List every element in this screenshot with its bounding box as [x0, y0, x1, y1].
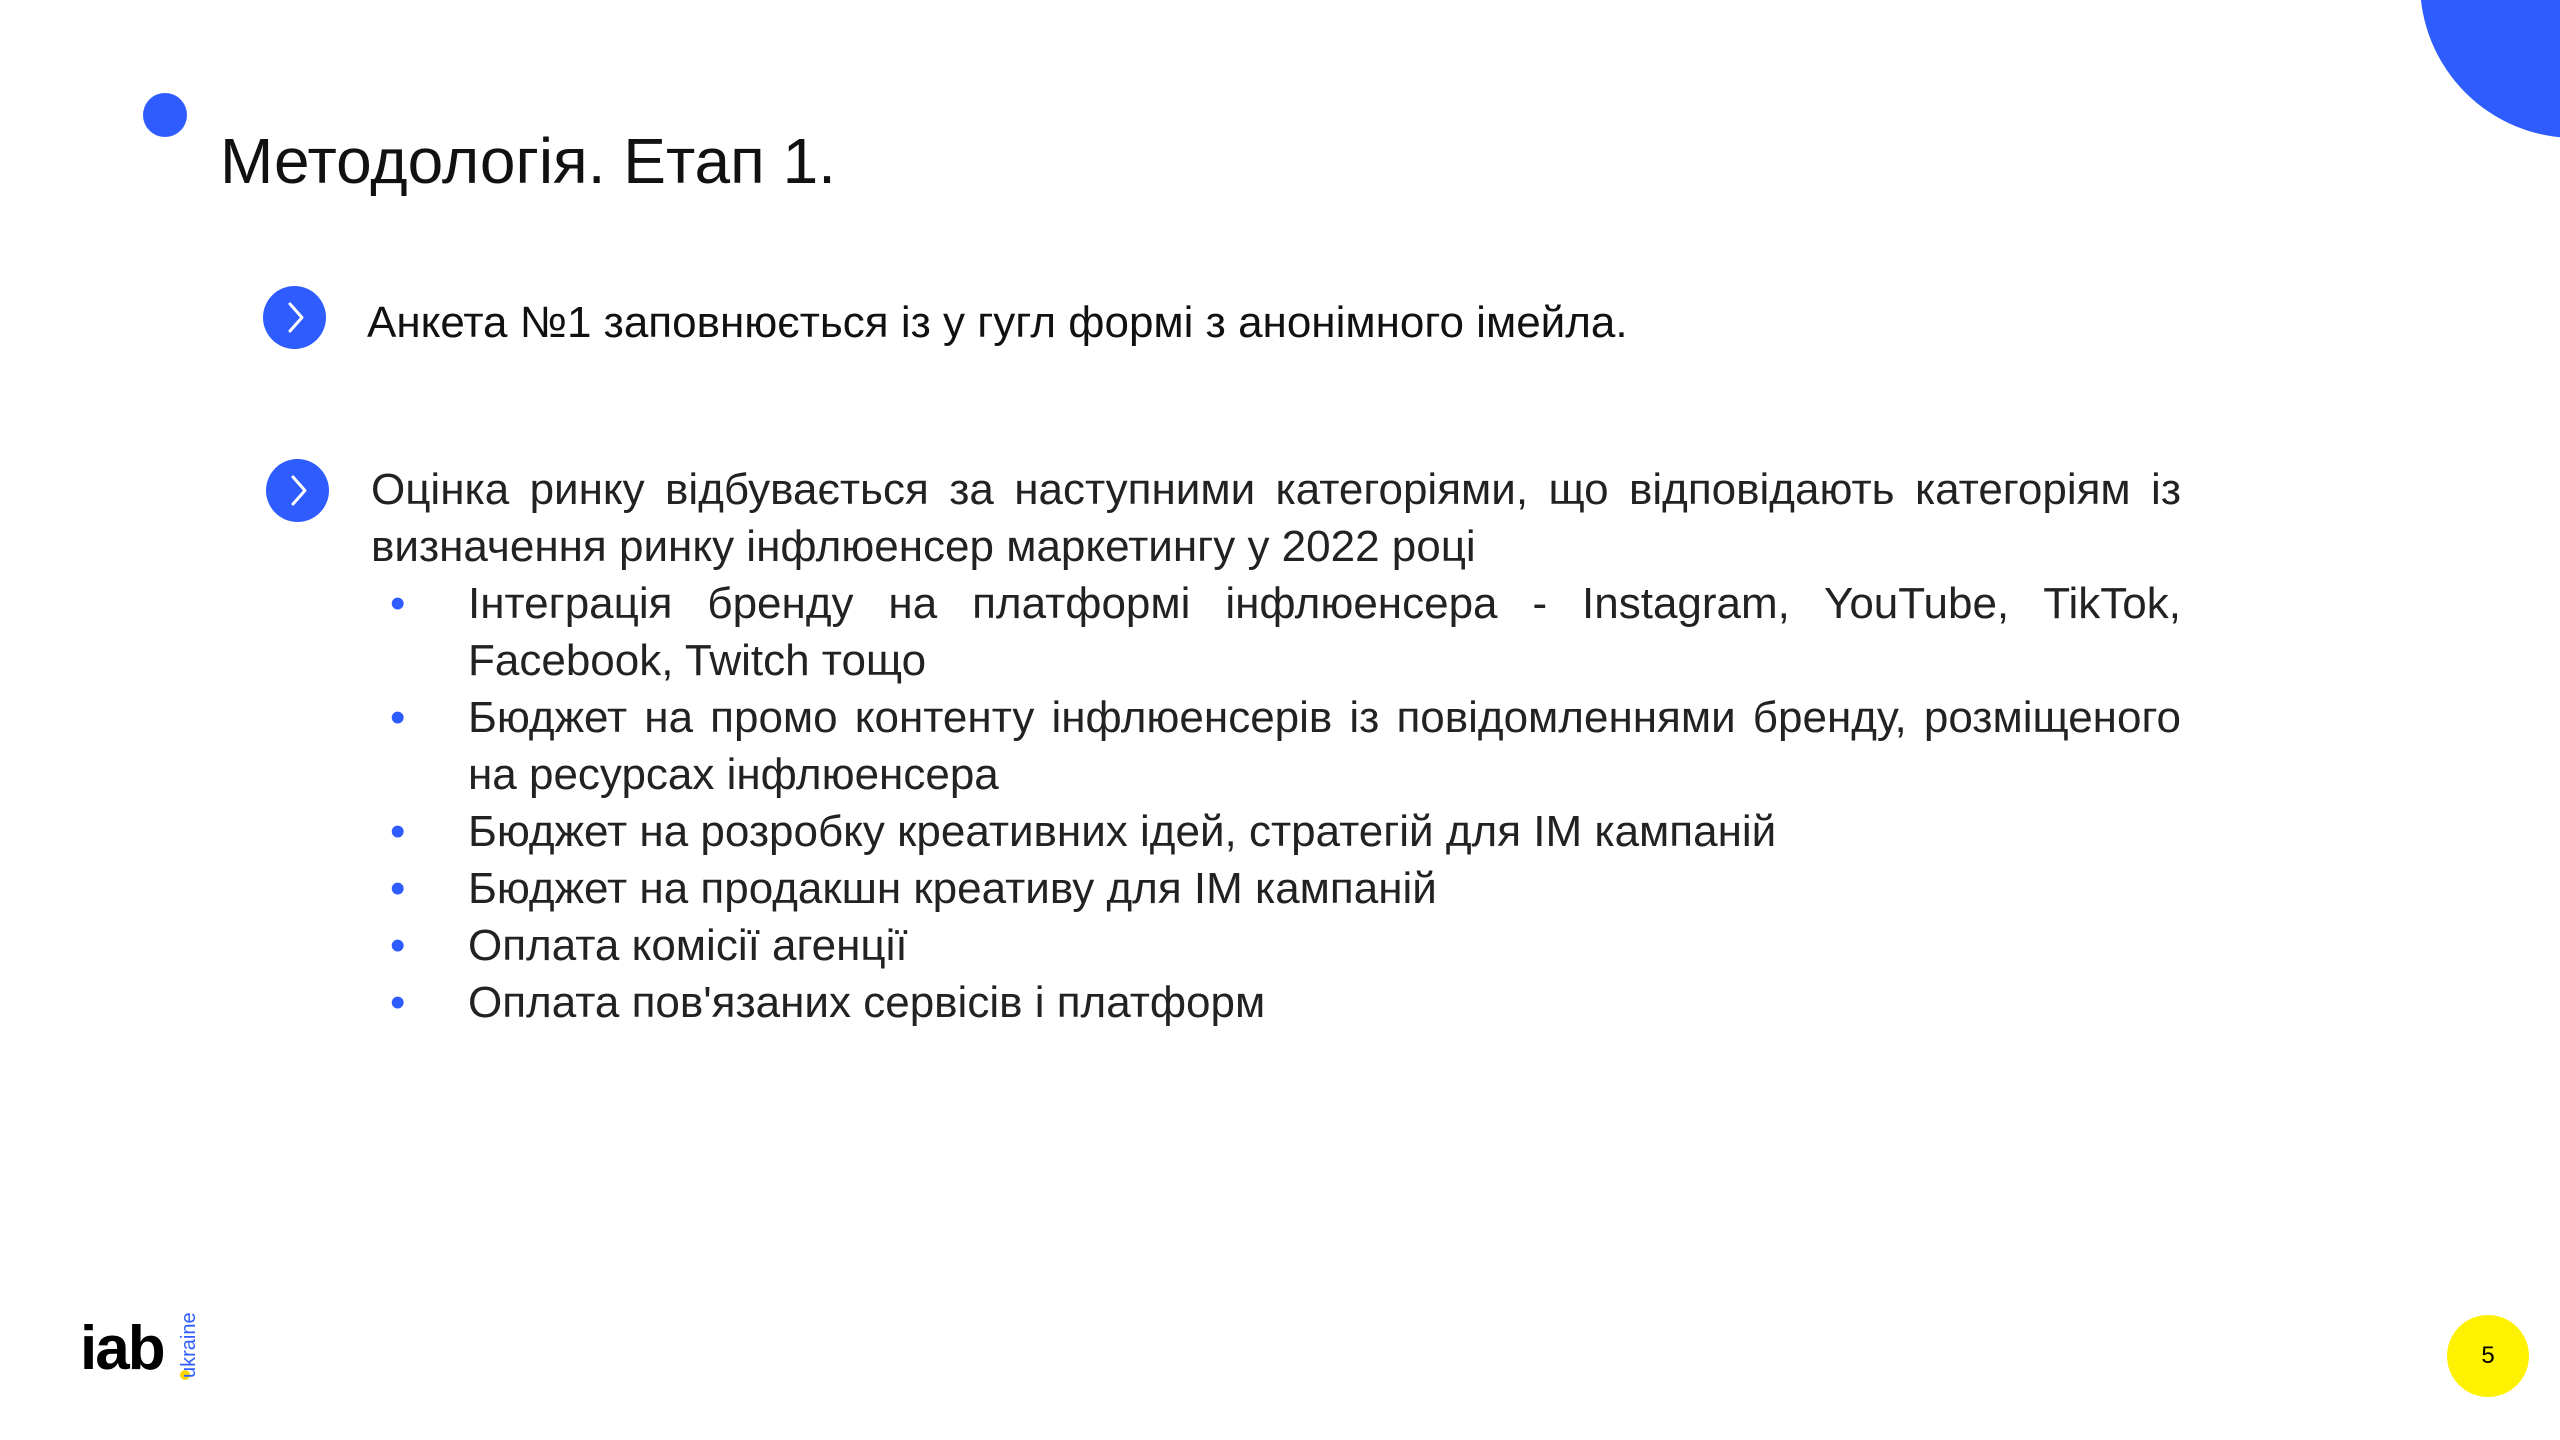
list-item	[390, 689, 2181, 803]
chevron-right-icon-glyph	[266, 459, 329, 522]
list-item-text: Бюджет на промо контенту інфлюенсерів із повідомленнями бренду, розміщеного на ресурсах інфлюенсера	[468, 693, 2181, 799]
title-dot-icon	[143, 93, 187, 137]
list-item	[390, 860, 2181, 917]
bullet-icon: •	[390, 807, 406, 856]
page-title: Методологія. Етап 1.	[220, 124, 836, 197]
list-item	[390, 974, 2181, 1031]
list-item-text: Оплата комісії агенції	[468, 921, 908, 970]
corner-decoration-circle	[2420, 0, 2560, 138]
iab-ukraine-logo	[80, 1298, 200, 1388]
chevron-right-icon	[263, 286, 326, 349]
chevron-right-icon	[266, 459, 329, 522]
bullet-icon: •	[390, 579, 406, 628]
list-item-text: Інтеграція бренду на платформі інфлюенсера - Instagram, YouTube, TikTok, Facebook, Twitch тощо	[468, 579, 2181, 685]
logo-subtext: ukraine	[178, 1312, 200, 1378]
logo-text: iab	[80, 1314, 164, 1383]
bullet-icon: •	[390, 693, 406, 742]
point-1-text: Анкета №1 заповнюється із у гугл формі з анонімного імейла.	[367, 298, 1628, 347]
point-2-text: Оцінка ринку відбувається за наступними категоріями, що відповідають категоріям із визначення ринку інфлюенсер маркетингу у 2022 році	[371, 465, 2181, 571]
list-item-text: Бюджет на продакшн креативу для ІМ кампаній	[468, 864, 1437, 913]
list-item	[390, 917, 2181, 974]
category-list	[390, 575, 2181, 1031]
bullet-icon: •	[390, 978, 406, 1027]
page-number-badge: 5	[2447, 1315, 2529, 1397]
bullet-icon: •	[390, 921, 406, 970]
list-item-text: Оплата пов'язаних сервісів і платформ	[468, 978, 1266, 1027]
list-item	[390, 803, 2181, 860]
list-item-text: Бюджет на розробку креативних ідей, стратегій для ІМ кампаній	[468, 807, 1777, 856]
bullet-icon: •	[390, 864, 406, 913]
chevron-right-icon-glyph	[263, 286, 326, 349]
list-item	[390, 575, 2181, 689]
